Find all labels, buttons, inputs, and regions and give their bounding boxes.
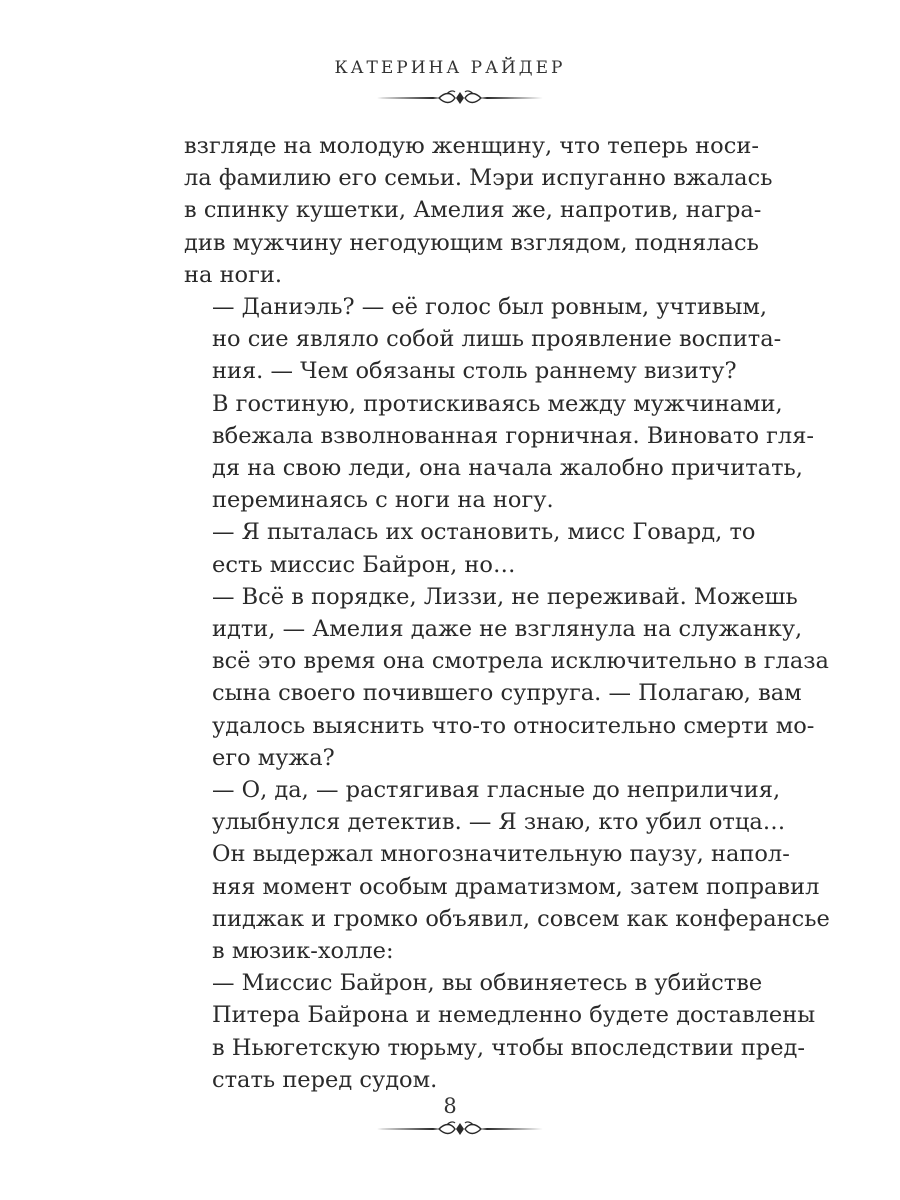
text-line: див мужчину негодующим взглядом, поднялась bbox=[184, 229, 759, 256]
running-head: КАТЕРИНА РАЙДЕР bbox=[334, 58, 566, 78]
text-line: — О, да, — растягивая гласные до неприличия, bbox=[212, 777, 781, 804]
paragraph-5 bbox=[184, 581, 829, 774]
text-line: пиджак и громко объявил, совсем как конферансье bbox=[212, 905, 830, 932]
paragraph-2 bbox=[184, 291, 782, 388]
text-line: в мюзик-холле: bbox=[212, 938, 394, 965]
paragraph-8 bbox=[184, 967, 816, 1096]
text-line: Питера Байрона и немедленно будете доставлены bbox=[212, 1002, 816, 1029]
text-line: улыбнулся детектив. — Я знаю, кто убил отца… bbox=[212, 809, 786, 836]
text-line: Он выдержал многозначительную паузу, напол- bbox=[212, 841, 790, 868]
text-line: в спинку кушетки, Амелия же, напротив, награ- bbox=[184, 197, 762, 224]
text-line: есть миссис Байрон, но… bbox=[212, 551, 516, 578]
top-ornament-divider-icon bbox=[375, 87, 545, 109]
text-line: ния. — Чем обязаны столь раннему визиту? bbox=[212, 358, 737, 385]
text-line: стать перед судом. bbox=[212, 1066, 438, 1093]
text-line: — Я пыталась их остановить, мисс Говард, то bbox=[212, 519, 756, 546]
text-line: — Всё в порядке, Лиззи, не переживай. Можешь bbox=[212, 583, 798, 610]
text-line: — Даниэль? — её голос был ровным, учтивым, bbox=[212, 294, 768, 321]
paragraph-3 bbox=[184, 388, 815, 517]
text-line: всё это время она смотрела исключительно в глаза bbox=[212, 648, 829, 675]
paragraph-6 bbox=[184, 774, 786, 838]
paragraph-4 bbox=[184, 516, 756, 580]
text-line: его мужа? bbox=[212, 744, 335, 771]
text-line: идти, — Амелия даже не взглянула на служанку, bbox=[212, 616, 803, 643]
text-line: няя момент особым драматизмом, затем поправил bbox=[212, 873, 820, 900]
text-line: В гостиную, протискиваясь между мужчинами, bbox=[212, 390, 783, 417]
text-line: — Миссис Байрон, вы обвиняетесь в убийстве bbox=[212, 970, 763, 997]
text-line: на ноги. bbox=[184, 261, 283, 288]
paragraph-1 bbox=[184, 130, 773, 291]
text-line: вбежала взволнованная горничная. Виновато гля- bbox=[212, 422, 815, 449]
text-line: сына своего почившего супруга. — Полагаю, вам bbox=[212, 680, 802, 707]
main-text bbox=[184, 130, 830, 1096]
text-line: ла фамилию его семьи. Мэри испуганно вжалась bbox=[184, 165, 773, 192]
bottom-ornament-divider-icon bbox=[375, 1118, 545, 1140]
text-line: в Ньюгетскую тюрьму, чтобы впоследствии пред- bbox=[212, 1034, 805, 1061]
page-number: 8 bbox=[443, 1094, 457, 1118]
text-line: дя на свою леди, она начала жалобно причитать, bbox=[212, 455, 803, 482]
text-line: но сие являло собой лишь проявление воспита- bbox=[212, 326, 782, 353]
text-line: переминаясь с ноги на ногу. bbox=[212, 487, 554, 514]
text-line: удалось выяснить что-то относительно смерти мо- bbox=[212, 712, 815, 739]
paragraph-7 bbox=[184, 838, 830, 967]
text-line: взгляде на молодую женщину, что теперь носи- bbox=[184, 133, 759, 159]
